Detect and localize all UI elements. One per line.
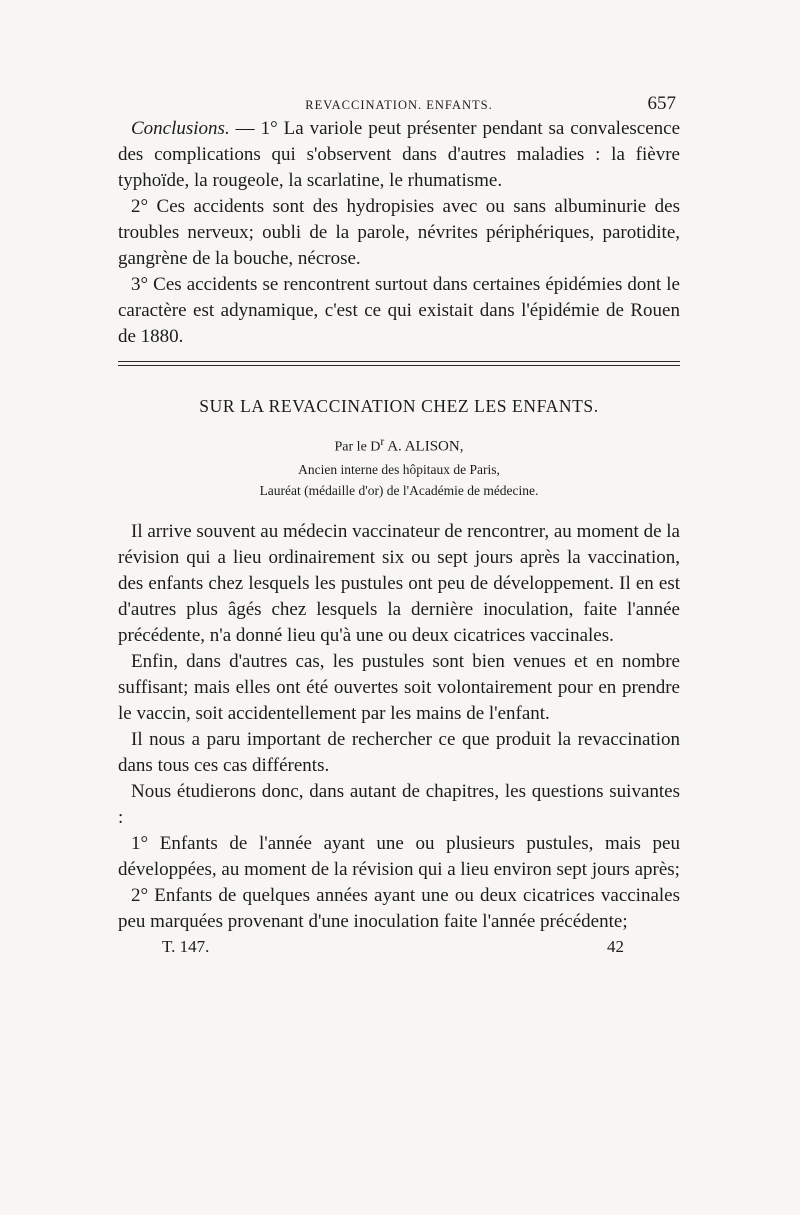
separator-rule-top (118, 361, 680, 362)
conclusion-point-1-text: 1° La variole peut présenter pendant sa convalescence des complications qui s'observent dans d'autres maladies : la fièvre typhoïde, la rougeole, la scarlatine, le rhumatisme. (118, 118, 681, 191)
body-paragraph-3: Il nous a paru important de rechercher ce que produit la revaccination dans tous ces cas différents. (118, 728, 680, 776)
body-paragraph-4: Nous étudierons donc, dans autant de chapitres, les questions suivantes : (118, 780, 680, 828)
conclusion-point-2: 2° Ces accidents sont des hydropisies avec ou sans albuminurie des troubles nerveux; oubli de la parole, névrites périphériques, parotidite, gangrène de la bouche, nécrose. (118, 196, 680, 269)
page-header (118, 92, 680, 116)
byline-sup: r (380, 435, 385, 448)
conclusion-point-3: 3° Ces accidents se rencontrent surtout dans certaines épidémies dont le caractère est adynamique, c'est ce qui existait dans l'épidémie de Rouen de 1880. (118, 274, 680, 347)
book-page (118, 92, 680, 963)
author-name: A. ALISON, (384, 438, 464, 455)
separator-rule-bottom (118, 365, 680, 366)
article-title: SUR LA REVACCINATION CHEZ LES ENFANTS. (199, 396, 599, 416)
conclusions-section (118, 116, 680, 350)
conclusions-dash: — (229, 118, 261, 139)
body-paragraph-6: 2° Enfants de quelques années ayant une ou deux cicatrices vaccinales peu marquées provenant d'une inoculation faite l'année précédente; (118, 884, 680, 932)
conclusion-point-1 (118, 116, 680, 194)
body-paragraph-2: Enfin, dans d'autres cas, les pustules sont bien venues et en nombre suffisant; mais elles ont été ouvertes soit volontairement pour en prendre le vaccin, soit accidentellement par les mains de l'enfant. (118, 650, 680, 724)
body-paragraph-1: Il arrive souvent au médecin vaccinateur de rencontrer, au moment de la révision qui a lieu ordinairement six ou sept jours après la vaccination, des enfants chez lesquels les pustules ont peu de développement. Il en est d'autres plus âgés chez lesquels la dernière inoculation, faite l'année précédente, n'a donné lieu qu'à une ou deux cicatrices vaccinales. (118, 520, 680, 646)
volume-number: T. 147. (162, 936, 210, 956)
author-credentials (118, 459, 680, 501)
byline-prefix: Par le D (334, 439, 381, 455)
page-footer (118, 937, 680, 963)
credential-line-1: Ancien interne des hôpitaux de Paris, (298, 461, 500, 477)
conclusions-label: Conclusions. (131, 118, 230, 139)
page-number: 657 (647, 93, 676, 114)
article-body (118, 519, 680, 935)
running-title: REVACCINATION. ENFANTS. (305, 98, 493, 112)
signature-mark: 42 (607, 936, 624, 956)
body-paragraph-5: 1° Enfants de l'année ayant une ou plusieurs pustules, mais peu développées, au moment de la révision qui a lieu environ sept jours après; (118, 832, 680, 880)
article-byline (118, 431, 680, 459)
section-separator (118, 361, 680, 366)
credential-line-2: Lauréat (médaille d'or) de l'Académie de médecine. (259, 482, 539, 498)
